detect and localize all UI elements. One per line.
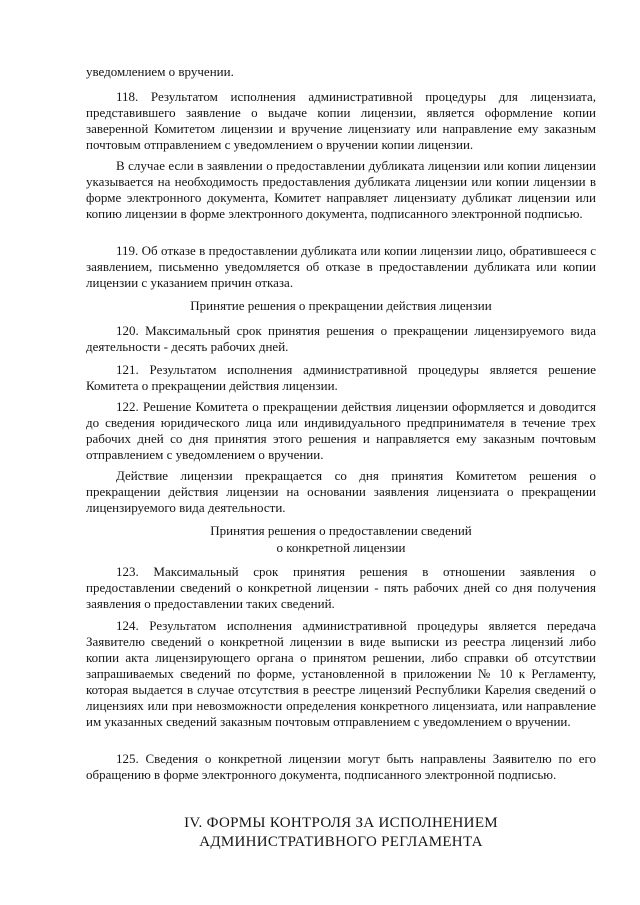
paragraph-text: В случае если в заявлении о предоставлении дубликата лицензии или копии лицензии указывается на необходимость предоставления дубликата лицензии или копии лицензии в форме электронного документа, Комитет направляет лицензиату дубликат лицензии или копию лицензии в форме электронного документа, подписанного электронной подписью. — [86, 158, 596, 221]
paragraph-124 — [86, 618, 596, 730]
paragraph-122 — [86, 399, 596, 463]
subheading-termination: Принятие решения о прекращении действия лицензии — [190, 298, 492, 313]
paragraph-120 — [86, 323, 596, 355]
paragraph-text: 122. Решение Комитета о прекращении действия лицензии оформляется и доводится до сведения юридического лица или индивидуального предпринимателя в течение трех рабочих дней со дня принятия этого решения и направляется ему заказным почтовым отправлением с уведомлением о вручении. — [86, 399, 596, 462]
paragraph-electronic-duplicate — [86, 158, 596, 222]
paragraph-118 — [86, 89, 596, 153]
paragraph-text: 123. Максимальный срок принятия решения в отношении заявления о предоставлении сведений о конкретной лицензии - пять рабочих дней со дня получения заявления о предоставлении таких сведений. — [86, 564, 596, 611]
paragraph-text: 120. Максимальный срок принятия решения о прекращении лицензируемого вида деятельности - десять рабочих дней. — [86, 323, 596, 354]
subheading-license-info-line2: о конкретной лицензии — [276, 540, 406, 555]
paragraph-text: уведомлением о вручении. — [86, 64, 234, 79]
paragraph-119 — [86, 243, 596, 291]
paragraph-text: Действие лицензии прекращается со дня принятия Комитетом решения о прекращении действия лицензии на основании заявления лицензиата о прекращении лицензируемого вида деятельности. — [86, 468, 596, 515]
subheading-license-info-line1: Принятия решения о предоставлении сведений — [210, 523, 472, 538]
paragraph-121 — [86, 362, 596, 394]
paragraph-continuation — [86, 64, 596, 80]
paragraph-text: 125. Сведения о конкретной лицензии могут быть направлены Заявителю по его обращению в форме электронного документа, подписанного электронной подписью. — [86, 751, 596, 782]
section-heading-line2: АДМИНИСТРАТИВНОГО РЕГЛАМЕНТА — [199, 834, 483, 850]
paragraph-termination-effect — [86, 468, 596, 516]
paragraph-text: 119. Об отказе в предоставлении дубликата или копии лицензии лицо, обратившееся с заявлением, письменно уведомляется об отказе в предоставлении дубликата или копии лицензии с указанием причин отказа. — [86, 243, 596, 290]
paragraph-text: 118. Результатом исполнения административной процедуры для лицензиата, представившего заявление о выдаче копии лицензии, является оформление копии заверенной Комитетом лицензии и вручение лицензиату или направление ему заказным почтовым отправлением с уведомлением о вручении копии лицензии. — [86, 89, 596, 152]
paragraph-125 — [86, 751, 596, 783]
paragraph-text: 121. Результатом исполнения административной процедуры является решение Комитета о прекращении действия лицензии. — [86, 362, 596, 393]
paragraph-text: 124. Результатом исполнения административной процедуры является передача Заявителю сведений о конкретной лицензии в виде выписки из реестра лицензий либо копии акта лицензирующего органа о принятом решении, либо справки об отсутствии запрашиваемых сведений по форме, установленной в приложении № 10 к Регламенту, которая выдается в случае отсутствия в реестре лицензий Республики Карелия сведений о лицензиях или при невозможности определения конкретного лицензиата, или направление им указанных сведений заказным почтовым отправлением с уведомлением о вручении. — [86, 618, 596, 729]
paragraph-123 — [86, 564, 596, 612]
section-heading-line1: IV. ФОРМЫ КОНТРОЛЯ ЗА ИСПОЛНЕНИЕМ — [184, 815, 498, 831]
